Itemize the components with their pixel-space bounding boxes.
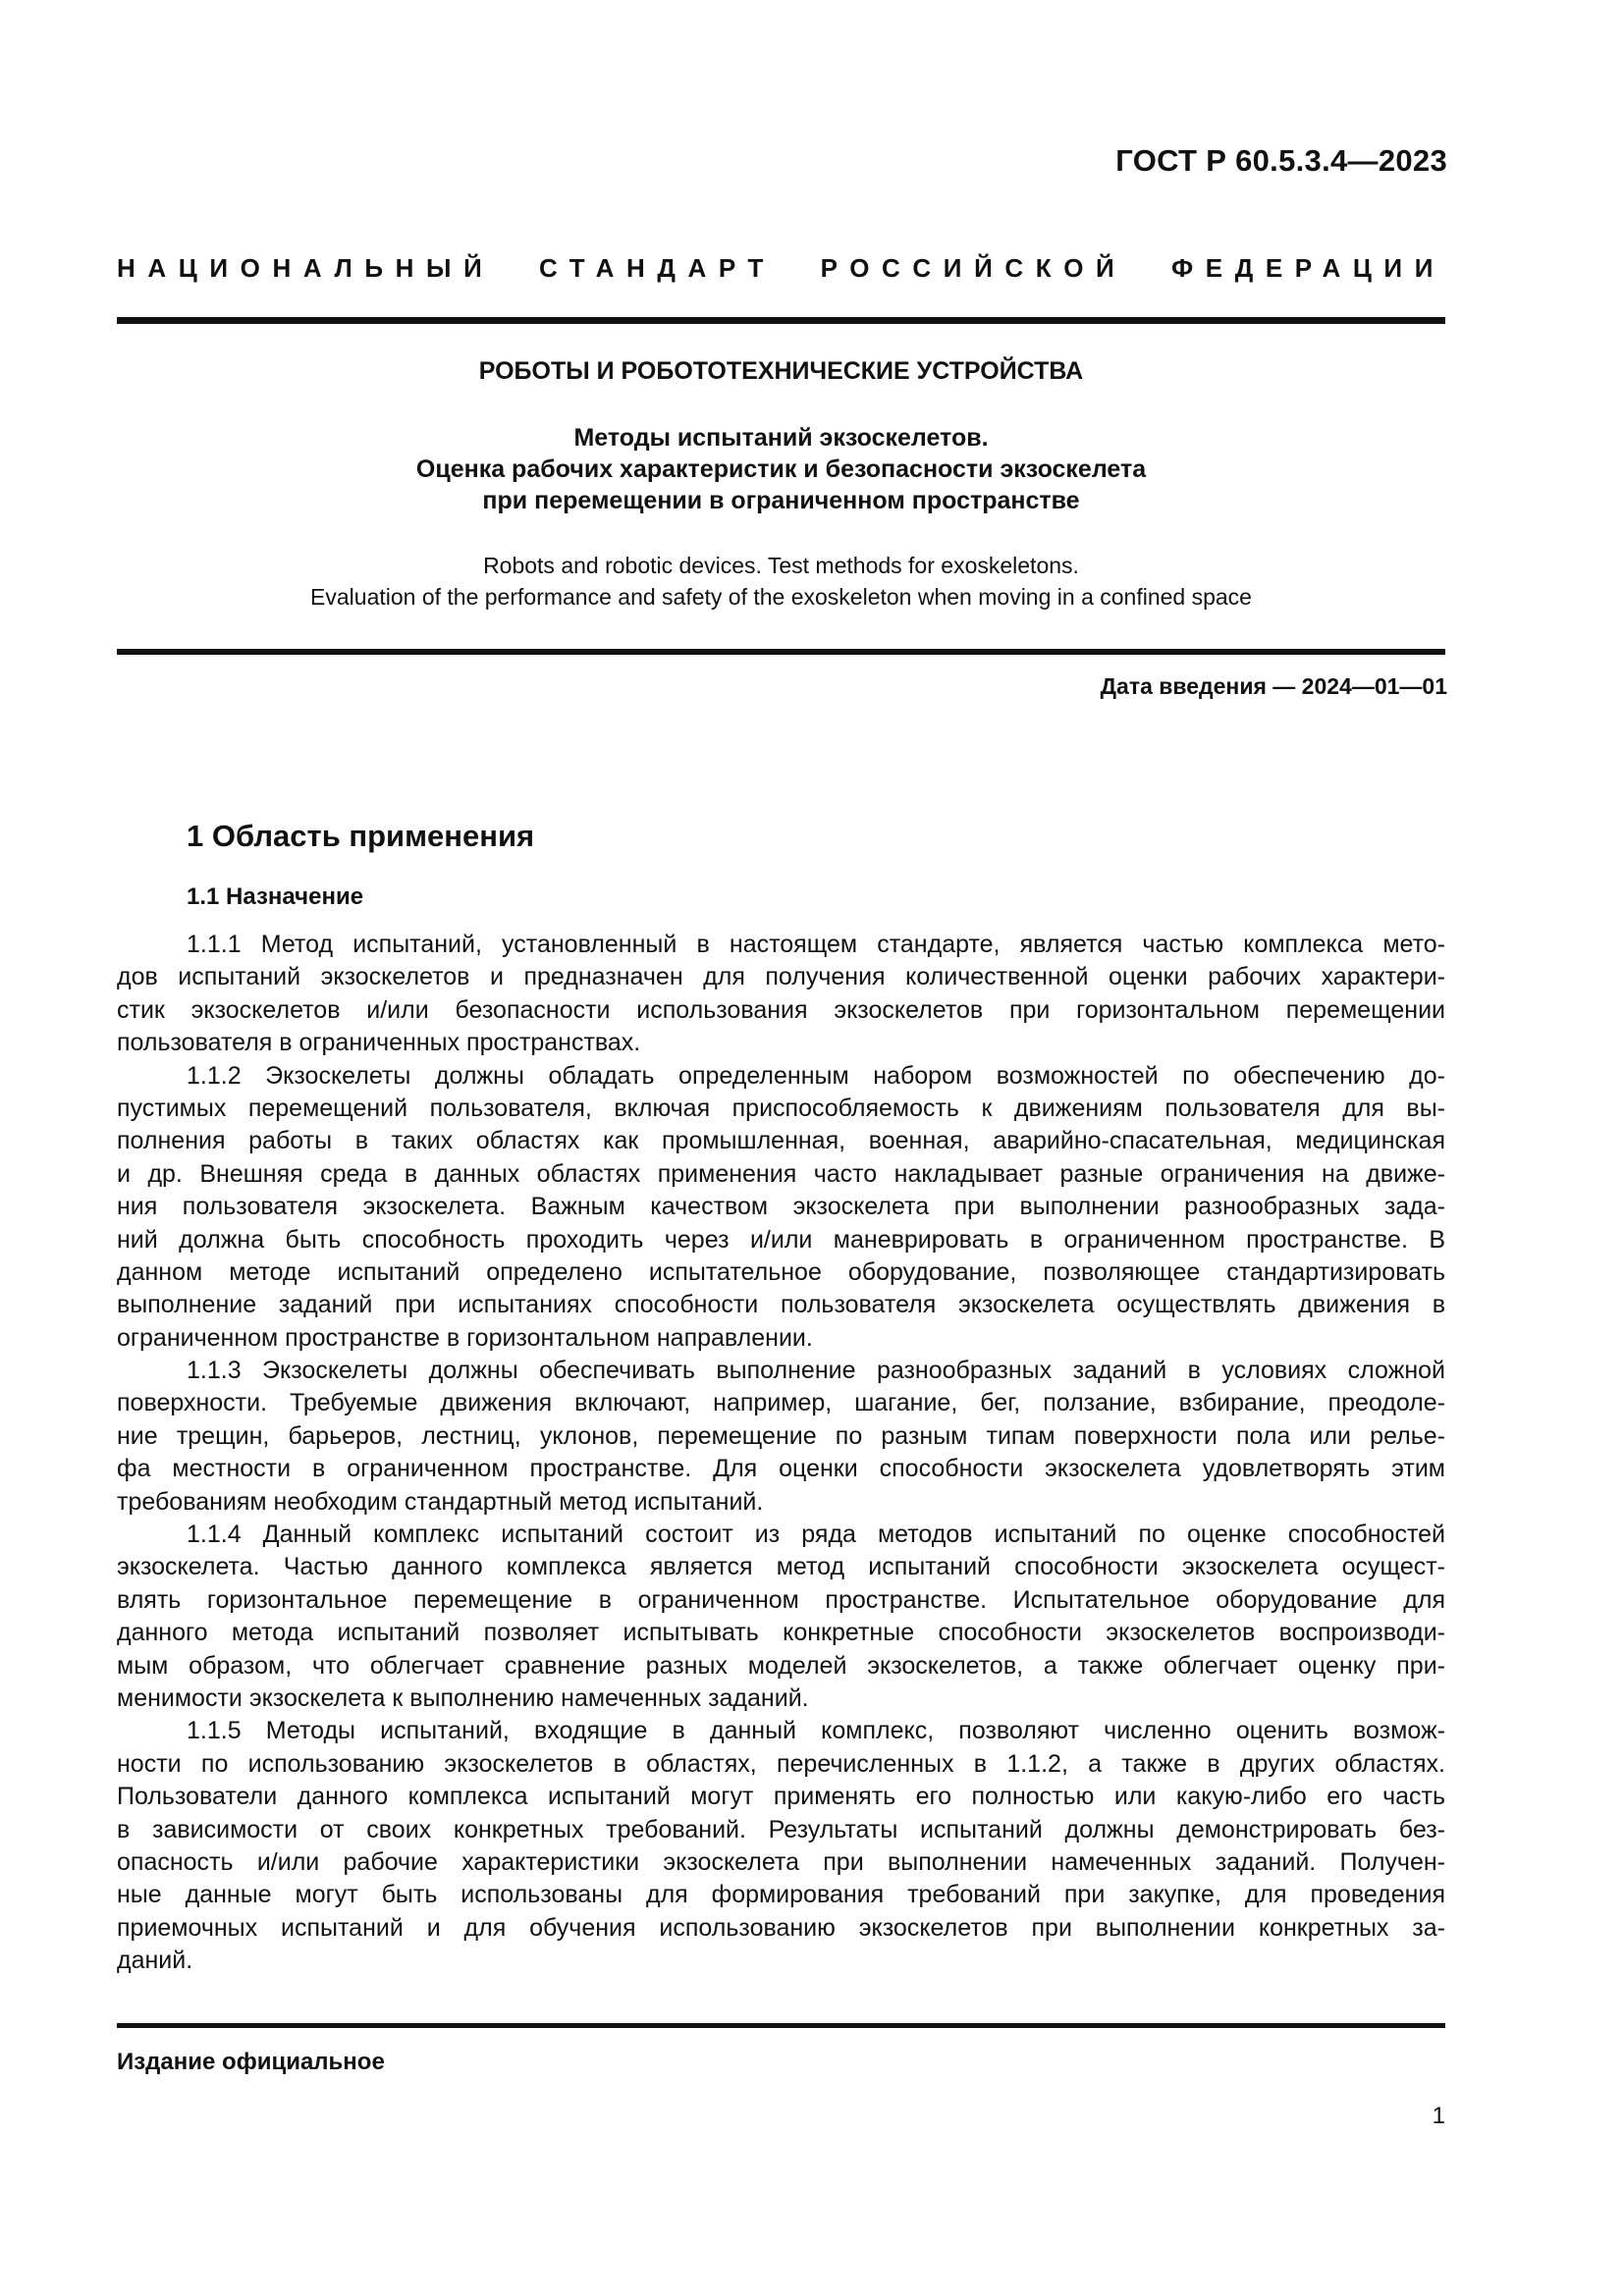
paragraph-line: данного метода испытаний позволяет испытывать конкретные способности экзоскелетов воспроизводи- [117,1619,1445,1647]
paragraph-line: дов испытаний экзоскелетов и предназначен для получения количественной оценки рабочих характери- [117,963,1445,991]
paragraph [117,1715,1445,1977]
paragraph-line: Пользователи данного комплекса испытаний могут применять его полностью или какую-либо его часть [117,1783,1445,1811]
paragraph-line: пользователя в ограниченных пространствах. [117,1029,641,1057]
english-title-line: Evaluation of the performance and safety of the exoskeleton when moving in a confined space [310,584,1252,610]
paragraph-line: ности по использованию экзоскелетов в областях, перечисленных в 1.1.2, а также в других областях. [117,1749,1445,1778]
footer-divider [117,2023,1445,2028]
subtitle-line: Методы испытаний экзоскелетов. [573,424,989,452]
paragraph-line: мым образом, что облегчает сравнение разных моделей экзоскелетов, а также облегчает оценку при- [117,1651,1445,1680]
paragraph-line: ния пользователя экзоскелета. Важным качеством экзоскелета при выполнении разнообразных зада- [117,1193,1445,1221]
paragraph-line: ограниченном пространстве в горизонтальном направлении. [117,1323,813,1352]
subsection-heading: 1.1 Назначение [187,883,364,910]
paragraph-line: влять горизонтальное перемещение в ограниченном пространстве. Испытательное оборудование для [117,1585,1445,1614]
paragraph-line: 1.1.5 Методы испытаний, входящие в данный комплекс, позволяют численно оценить возмож- [187,1717,1445,1745]
page-number: 1 [1432,2103,1445,2129]
paragraph-line: поверхности. Требуемые движения включают, например, шагание, бег, ползание, взбирание, преодоле- [117,1389,1445,1417]
top-divider [117,317,1445,324]
paragraph-line: стик экзоскелетов и/или безопасности использования экзоскелетов при горизонтальном перемещении [117,995,1445,1024]
paragraph-line: приемочных испытаний и для обучения использованию экзоскелетов при выполнении конкретных за- [117,1913,1445,1942]
paragraph [117,1519,1445,1715]
paragraph-line: в зависимости от своих конкретных требований. Результаты испытаний должны демонстрировать без- [117,1815,1445,1843]
paragraph-line: данном методе испытаний определено испытательное оборудование, позволяющее стандартизировать [117,1257,1445,1286]
paragraph-line: выполнение заданий при испытаниях способности пользователя экзоскелета осуществлять движения в [117,1291,1445,1319]
subtitle-line: при перемещении в ограниченном пространстве [482,487,1080,514]
paragraph-line: полнения работы в таких областях как промышленная, военная, аварийно-спасательная, медицинская [117,1127,1445,1155]
paragraph-line: требованиям необходим стандартный метод испытаний. [117,1487,764,1516]
english-title-line: Robots and robotic devices. Test methods for exoskeletons. [483,553,1079,578]
paragraph-line: ний должна быть способность проходить через и/или маневрировать в ограниченном пространстве. В [117,1225,1445,1254]
paragraph-line: ные данные могут быть использованы для формирования требований при закупке, для проведения [117,1881,1445,1909]
paragraph [117,1355,1445,1519]
paragraph-line: 1.1.4 Данный комплекс испытаний состоит из ряда методов испытаний по оценке способностей [187,1521,1445,1549]
english-title [117,550,1445,613]
document-title: РОБОТЫ И РОБОТОТЕХНИЧЕСКИЕ УСТРОЙСТВА [478,357,1084,385]
paragraph-line: опасность и/или рабочие характеристики экзоскелета при выполнении намеченных заданий. Получен- [117,1847,1445,1876]
paragraph-line: 1.1.3 Экзоскелеты должны обеспечивать выполнение разнообразных заданий в условиях сложной [187,1357,1445,1385]
paragraph-line: фа местности в ограниченном пространстве. Для оценки способности экзоскелета удовлетворять этим [117,1455,1445,1483]
body-text [117,929,1445,1978]
subtitle-line: Оценка рабочих характеристик и безопасности экзоскелета [415,455,1147,483]
edition-label: Издание официальное [117,2049,385,2075]
paragraph [117,929,1445,1060]
paragraph-line: ние трещин, барьеров, лестниц, уклонов, перемещение по разным типам поверхности пола или релье- [117,1421,1445,1450]
paragraph-line: 1.1.2 Экзоскелеты должны обладать определенным набором возможностей по обеспечению до- [187,1061,1445,1090]
paragraph-line: пустимых перемещений пользователя, включая приспособляемость к движениям пользователя для вы- [117,1094,1445,1122]
paragraph-line: менимости экзоскелета к выполнению намеченных заданий. [117,1683,809,1712]
section-heading: 1 Область применения [187,819,535,853]
paragraph-line: экзоскелета. Частью данного комплекса является метод испытаний способности экзоскелета осущест- [117,1553,1445,1581]
paragraph-line: и др. Внешняя среда в данных областях применения часто накладывает разные ограничения на движе- [117,1159,1445,1188]
national-standard-heading: НАЦИОНАЛЬНЫЙ СТАНДАРТ РОССИЙСКОЙ ФЕДЕРАЦИИ [117,253,1445,283]
standard-code: ГОСТ Р 60.5.3.4—2023 [1115,143,1447,178]
paragraph [117,1060,1445,1356]
paragraph-line: 1.1.1 Метод испытаний, установленный в настоящем стандарте, является частью комплекса мето- [187,931,1445,958]
paragraph-line: даний. [117,1947,193,1975]
document-subtitle [117,422,1445,516]
introduction-date: Дата введения — 2024—01—01 [1100,673,1447,699]
title-divider [117,649,1445,655]
